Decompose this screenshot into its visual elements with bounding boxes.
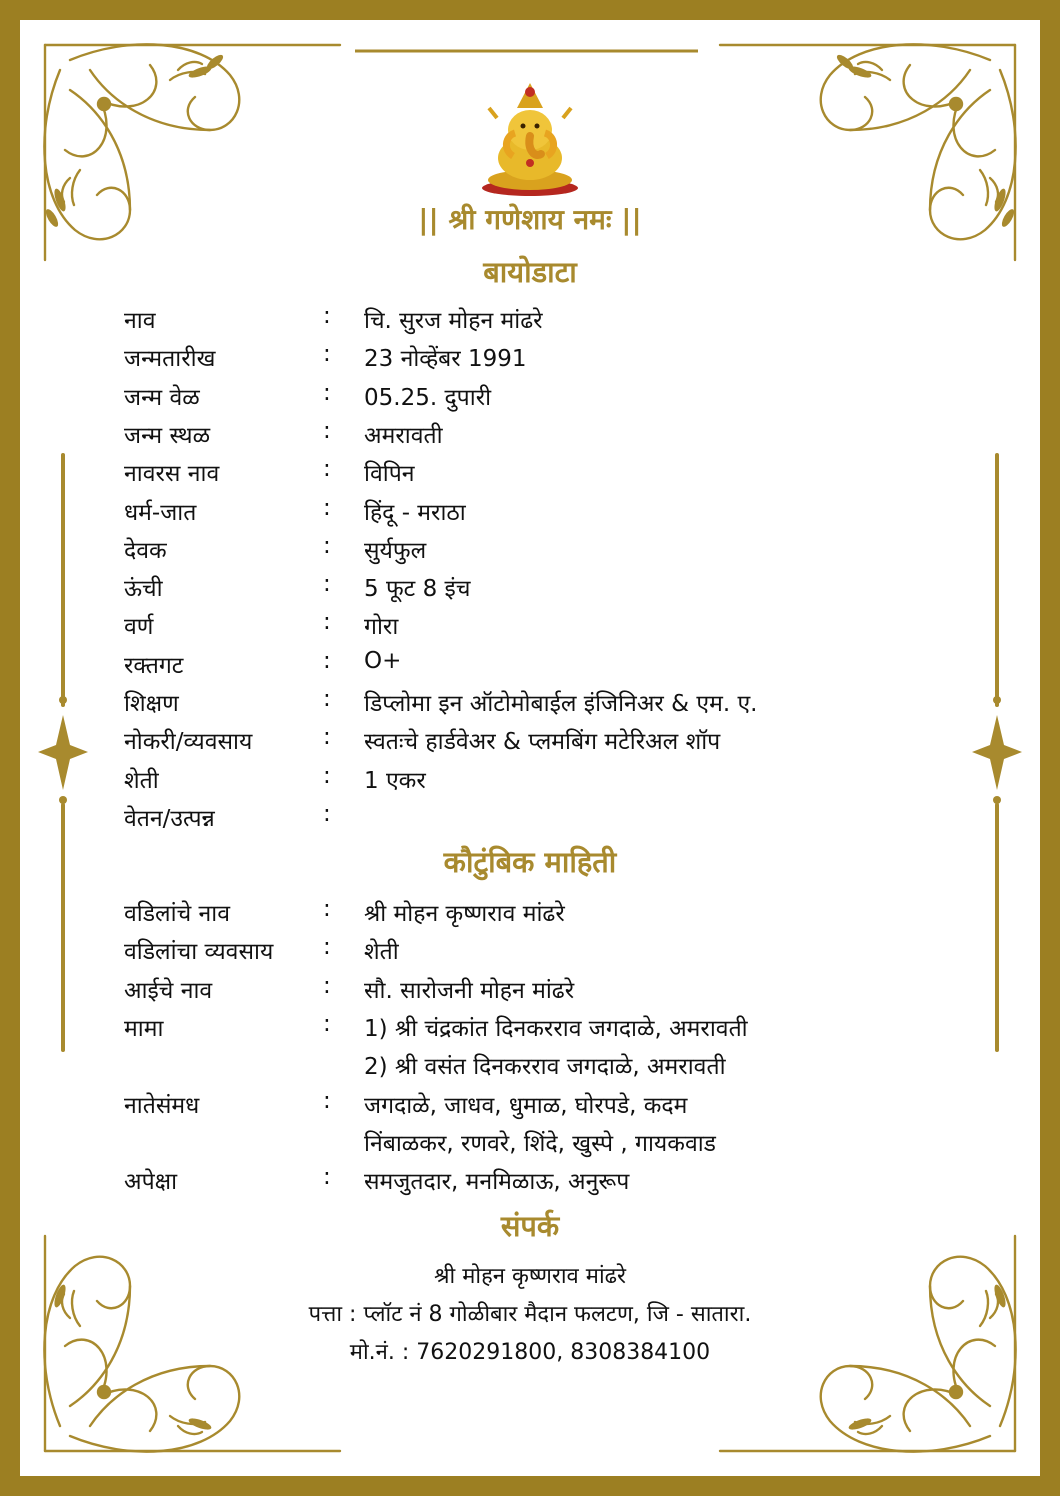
detail-row — [0, 686, 1060, 724]
detail-colon: : — [323, 762, 331, 789]
detail-colon: : — [323, 341, 331, 368]
contact-section-title: संपर्क — [500, 1209, 560, 1243]
detail-colon: : — [323, 1010, 331, 1037]
detail-value: गोरा — [364, 614, 399, 641]
detail-row — [0, 609, 1060, 647]
detail-label: नोकरी/व्यवसाय — [124, 729, 253, 756]
detail-colon: : — [323, 972, 331, 999]
detail-label: नातेसंमध — [124, 1092, 200, 1119]
detail-row — [0, 934, 1060, 972]
contact-name: श्री मोहन कृष्णराव मांढरे — [433, 1264, 627, 1289]
detail-row — [0, 495, 1060, 533]
detail-value: सुर्यफुल — [364, 537, 427, 564]
detail-row — [0, 533, 1060, 571]
detail-label: वडिलांचे नाव — [124, 901, 231, 927]
detail-value: चि. सुरज मोहन मांढरे — [364, 308, 543, 334]
detail-value: 1 एकर — [364, 767, 426, 794]
detail-label: अपेक्षा — [124, 1169, 178, 1196]
detail-colon: : — [323, 532, 331, 559]
detail-label: नाव — [124, 308, 156, 334]
detail-value: निंबाळकर, रणवरे, शिंदे, खुस्पे , गायकवाड — [364, 1130, 716, 1157]
detail-row — [0, 303, 1060, 341]
detail-row — [0, 418, 1060, 456]
detail-row — [0, 973, 1060, 1011]
detail-label: रक्तगट — [124, 652, 184, 679]
detail-row — [0, 1011, 1060, 1049]
detail-label: वर्ण — [124, 614, 154, 641]
detail-value: 5 फूट 8 इंच — [364, 576, 471, 603]
detail-label: शिक्षण — [124, 691, 179, 717]
detail-value: अमरावती — [364, 422, 443, 449]
detail-label: जन्म वेळ — [124, 384, 200, 411]
detail-label: ऊंची — [124, 576, 163, 603]
detail-row — [0, 456, 1060, 494]
detail-colon: : — [323, 800, 331, 827]
detail-value: स्वतःचे हार्डवेअर & प्लमबिंग मटेरिअल शॉप — [364, 729, 721, 756]
detail-colon: : — [323, 456, 331, 483]
ganesh-idol-image — [475, 78, 585, 198]
detail-label: देवक — [124, 537, 167, 564]
detail-colon: : — [323, 686, 331, 712]
detail-value: जगदाळे, जाधव, धुमाळ, घोरपडे, कदम — [364, 1092, 688, 1119]
detail-label: वडिलांचा व्यवसाय — [124, 939, 274, 966]
detail-label: आईचे नाव — [124, 977, 213, 1004]
detail-row — [0, 896, 1060, 934]
detail-colon: : — [323, 303, 331, 329]
detail-row — [0, 571, 1060, 609]
invocation-heading: || श्री गणेशाय नमः || — [418, 203, 642, 236]
detail-value: डिप्लोमा इन ऑटोमोबाईल इंजिनिअर & एम. ए. — [364, 691, 758, 717]
detail-value: श्री मोहन कृष्णराव मांढरे — [364, 901, 565, 927]
detail-value: शेती — [364, 939, 399, 966]
detail-row — [0, 1049, 1060, 1087]
detail-colon: : — [323, 379, 331, 406]
detail-colon: : — [323, 494, 331, 521]
detail-value: 2) श्री वसंत दिनकरराव जगदाळे, अमरावती — [364, 1054, 726, 1081]
detail-value: सौ. सारोजनी मोहन मांढरे — [364, 977, 575, 1004]
detail-label: धर्म-जात — [124, 499, 197, 526]
detail-colon: : — [323, 934, 331, 961]
detail-label: नावरस नाव — [124, 461, 220, 488]
detail-value: O+ — [364, 647, 402, 674]
detail-row — [0, 1164, 1060, 1202]
detail-colon: : — [323, 417, 331, 444]
detail-label: जन्मतारीख — [124, 346, 216, 373]
detail-value: हिंदू - मराठा — [364, 499, 466, 526]
detail-colon: : — [323, 571, 331, 598]
detail-colon: : — [323, 896, 331, 922]
detail-row — [0, 763, 1060, 801]
family-section-title: कौटुंबिक माहिती — [443, 845, 617, 879]
detail-label: वेतन/उत्पन्न — [124, 805, 215, 832]
detail-colon: : — [323, 724, 331, 751]
detail-value: विपिन — [364, 461, 415, 488]
detail-colon: : — [323, 647, 331, 674]
detail-row — [0, 724, 1060, 762]
detail-colon: : — [323, 1164, 331, 1191]
detail-value: 1) श्री चंद्रकांत दिनकरराव जगदाळे, अमरावती — [364, 1015, 748, 1042]
contact-address: पत्ता : प्लॉट नं 8 गोळीबार मैदान फलटण, जि - सातारा. — [308, 1302, 752, 1327]
page-title: बायोडाटा — [483, 255, 577, 289]
detail-row — [0, 341, 1060, 379]
detail-label: शेती — [124, 767, 159, 794]
detail-row — [0, 1088, 1060, 1126]
detail-label: जन्म स्थळ — [124, 422, 211, 449]
detail-label: मामा — [124, 1015, 164, 1042]
detail-row — [0, 648, 1060, 686]
detail-row — [0, 801, 1060, 839]
detail-value: 23 नोव्हेंबर 1991 — [364, 346, 527, 373]
detail-row — [0, 1126, 1060, 1164]
detail-colon: : — [323, 1087, 331, 1114]
detail-value: 05.25. दुपारी — [364, 384, 492, 411]
detail-value: समजुतदार, मनमिळाऊ, अनुरूप — [364, 1169, 630, 1196]
detail-colon: : — [323, 609, 331, 636]
detail-row — [0, 380, 1060, 418]
contact-phone: मो.नं. : 7620291800, 8308384100 — [349, 1340, 711, 1365]
